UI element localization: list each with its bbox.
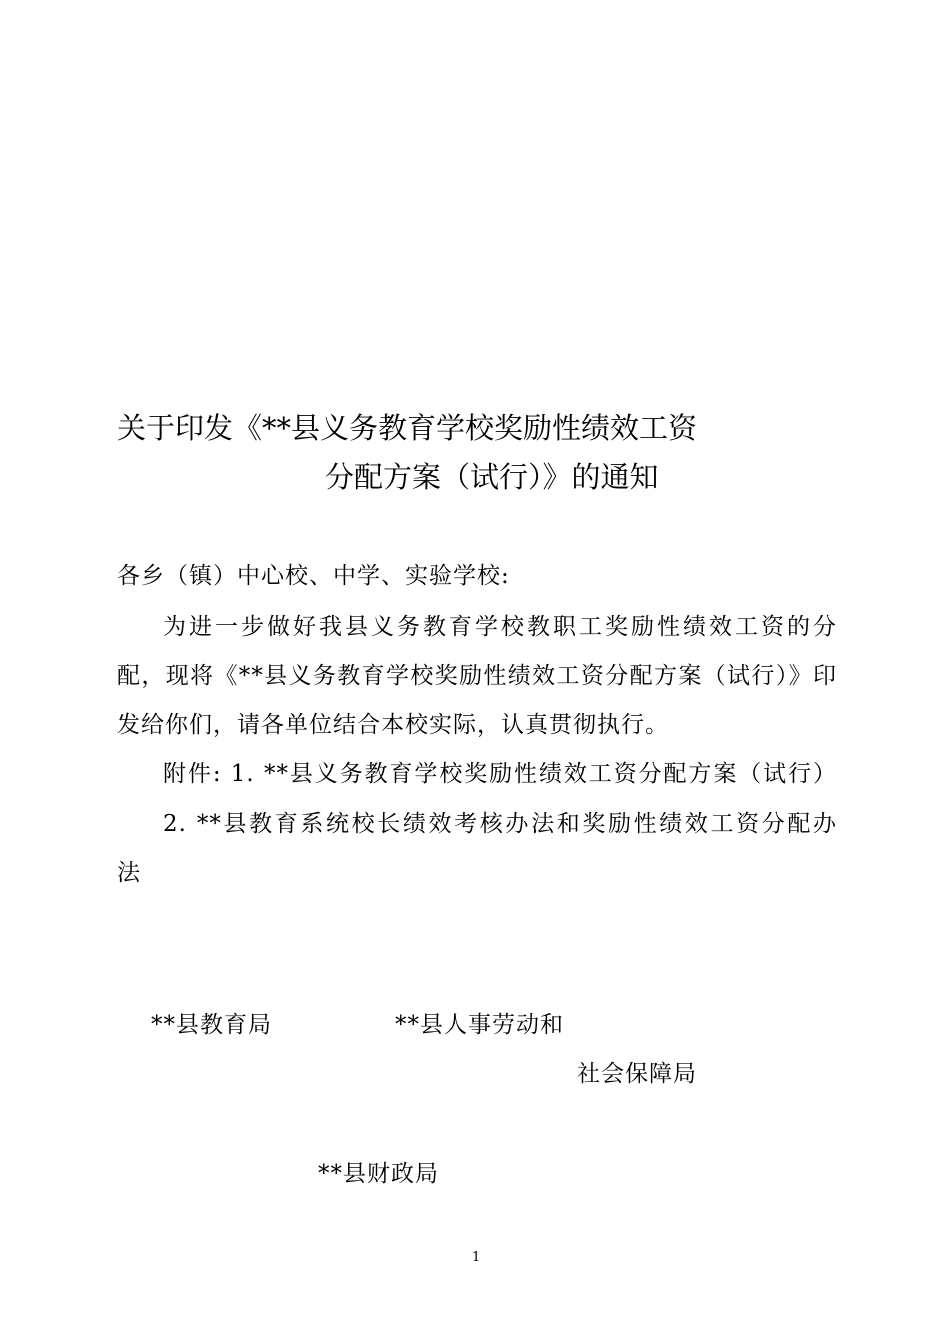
title-line-2: 分配方案（试行）》的通知 [325,460,659,494]
paragraph-1-line-1: 为进一步做好我县义务教育学校教职工奖励性绩效工资的分 [163,614,837,640]
signer-hr-bureau-line-2: 社会保障局 [577,1061,697,1087]
attachment-2-line-1: 2. **县教育系统校长绩效考核办法和奖励性绩效工资分配办 [163,811,837,837]
signer-education-bureau: **县教育局 [151,1012,272,1038]
title-line-1: 关于印发《**县义务教育学校奖励性绩效工资 [117,411,698,445]
page-number: 1 [472,1250,481,1265]
attachment-2-line-2: 法 [117,860,141,886]
paragraph-1-line-3: 发给你们，请各单位结合本校实际，认真贯彻执行。 [117,712,669,738]
signer-hr-bureau-line-1: **县人事劳动和 [395,1012,564,1038]
attachment-1: 附件: 1. **县义务教育学校奖励性绩效工资分配方案（试行） [163,761,837,787]
paragraph-1-line-2: 配，现将《**县义务教育学校奖励性绩效工资分配方案（试行）》印 [117,663,837,689]
salutation: 各乡（镇）中心校、中学、实验学校: [117,563,510,589]
signer-finance-bureau: **县财政局 [318,1161,439,1187]
